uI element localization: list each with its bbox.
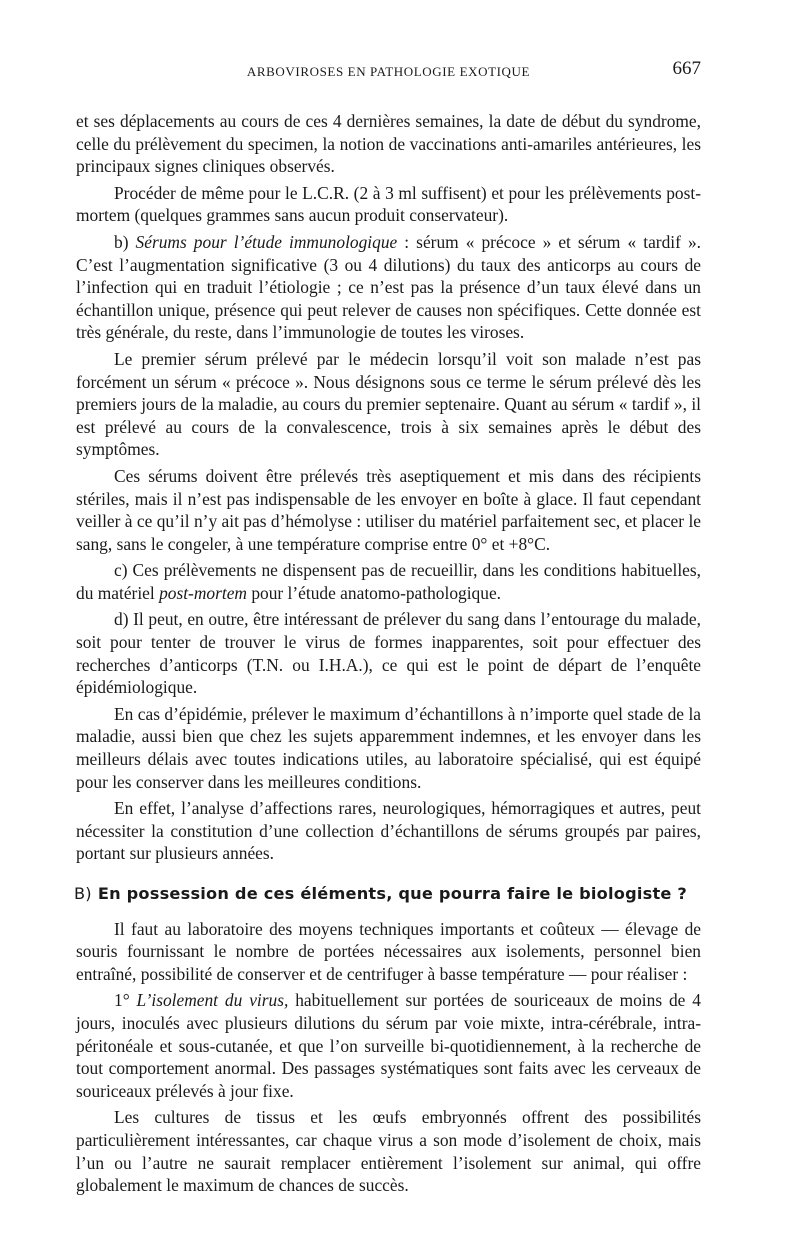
post-mortem-term: post-mortem [159,582,247,603]
page-number: 667 [672,58,701,79]
serums-title: Sérums pour l’étude immunologique [135,231,398,252]
paragraph-post-mortem [76,559,701,604]
section-heading-b [76,883,701,906]
paragraph-collection: En effet, l’analyse d’affections rares, neurologiques, hémorragiques et autres, peut nécessiter la constitution d’une collection d’échantillons de sérums groupés par paires, portant sur plusieurs années. [76,798,701,864]
page-header [76,54,701,94]
paragraph-premier-serum: Le premier sérum prélevé par le médecin lorsqu’il voit son malade n’est pas forcément un sérum « précoce ». Nous désignons sous ce terme le sérum prélevé dès les premiers jours de la maladie, au cours du premier septenaire. Quant au sérum « tardif », il est prélevé au cours de la convalescence, trois à six semaines après le début des symptômes. [76,348,701,460]
paragraph-moyens: Il faut au laboratoire des moyens techniques importants et coûteux — élevage de souris fournissant le nombre de portées nécessaires aux isolements, personnel bien entraîné, possibilité de conserver et de centrifuger à basse température — pour réaliser : [76,918,701,984]
section-letter: B) [74,884,92,903]
serums-text: : sérum « précoce » et sérum « tardif ». C’est l’augmentation significative (3 ou 4 dilutions) du taux des anticorps au cours de l’infection qui en traduit l’étiologie ; ce n’est pas la présence d’un taux élevé dans un échantillon unique, présence qui peut relever de causes non spécifiques. Cette donnée est très générale, du reste, dans l’immunologie de toutes les viroses. [76,231,701,343]
running-title: ARBOVIROSES EN PATHOLOGIE EXOTIQUE [246,64,531,79]
isolement-title: L’isolement du virus, [136,990,289,1011]
paragraph-cultures: Les cultures de tissus et les œufs embryonnés offrent des possibilités particulièrement intéressantes, car chaque virus a son mode d’isolement de choix, mais l’un ou l’autre ne saurait remplacer entièrement l’isolement sur animal, qui offre globalement le maximum de chances de succès. [76,1107,701,1196]
paragraph-continuation: et ses déplacements au cours de ces 4 dernières semaines, la date de début du syndrome, celle du prélèvement du specimen, la notion de vaccinations anti-amariles antérieures, les principaux signes cliniques observés. [76,111,701,177]
body-text [76,110,701,1197]
section-title: En possession de ces éléments, que pourra faire le biologiste ? [97,884,687,903]
post-mortem-text-after: pour l’étude anatomo-pathologique. [246,582,502,603]
item-label-b: b) [114,231,136,252]
post-mortem-text-before: c) Ces prélèvements ne dispensent pas de recueillir, dans les conditions habituelles, du matériel [76,560,701,603]
paragraph-entourage: d) Il peut, en outre, être intéressant de prélever du sang dans l’entourage du malade, soit pour tenter de trouver le virus de formes inapparentes, soit pour effectuer des recherches d’anticorps (T.N. ou I.H.A.), ce qui est le point de départ de l’enquête épidémiologique. [76,609,701,698]
document-page [76,0,701,1201]
isolement-text: habituellement sur portées de souriceaux de moins de 4 jours, inoculés avec plusieurs dilutions du sérum par voie mixte, intra-cérébrale, intra-péritonéale et sous-cutanée, et que l’on surveille bi-quotidiennement, à la recherche de tout comportement anormal. Des passages systématiques sont faits avec les cerveaux de souriceaux prélevés à jour fixe. [76,990,701,1101]
paragraph-lcr: Procéder de même pour le L.C.R. (2 à 3 ml suffisent) et pour les prélèvements post-mortem (quelques grammes sans aucun produit conservateur). [76,182,701,226]
paragraph-epidemie: En cas d’épidémie, prélever le maximum d’échantillons à n’importe quel stade de la maladie, aussi bien que chez les sujets apparemment indemnes, et les envoyer dans les meilleurs délais avec toutes indications utiles, au laboratoire spécialisé, qui est équipé pour les conserver dans les meilleures conditions. [76,703,701,792]
item-label-1: 1° [114,990,137,1011]
paragraph-serums [76,231,701,344]
paragraph-isolement [76,989,701,1102]
paragraph-conservation: Ces sérums doivent être prélevés très aseptiquement et mis dans des récipients stériles, mais il n’est pas indispensable de les envoyer en boîte à glace. Il faut cependant veiller à ce qu’il n’y ait pas d’hémolyse : utiliser du matériel parfaitement sec, et placer le sang, sans le congeler, à une température comprise entre 0° et +8°C. [76,465,701,554]
